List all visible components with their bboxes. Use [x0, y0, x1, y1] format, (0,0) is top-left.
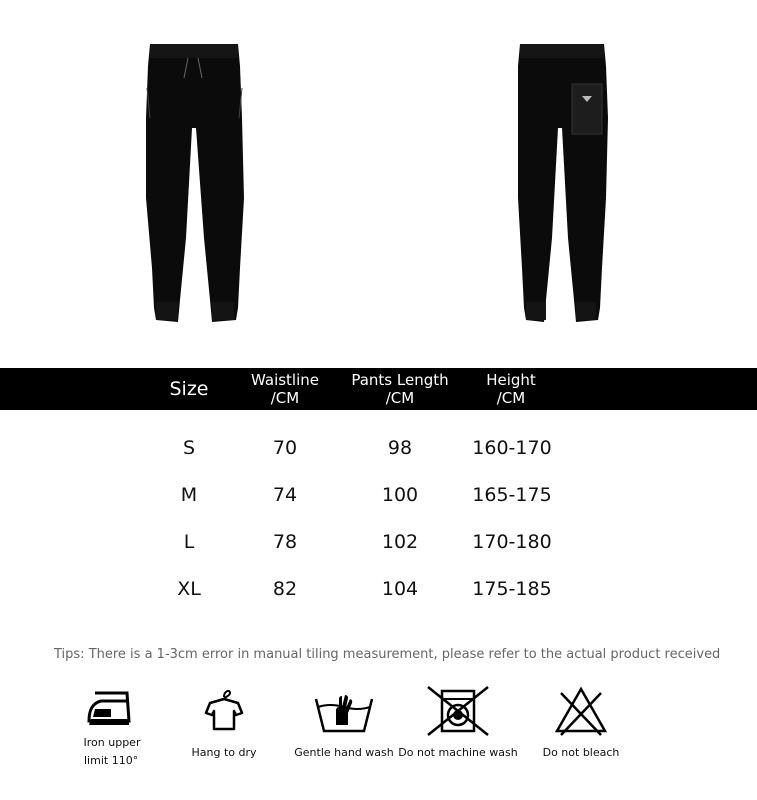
header-pants-length	[340, 371, 460, 407]
measurement-tips: Tips: There is a 1-3cm error in manual tiling measurement, please refer to the actual product received	[54, 647, 721, 662]
header-waistline-unit: /CM	[270, 389, 300, 407]
care-no-bleach	[536, 685, 626, 763]
size-table-header	[0, 368, 757, 410]
table-row	[0, 433, 757, 463]
table-row	[0, 527, 757, 557]
waistline-cell: 70	[272, 437, 298, 459]
height-cell: 175-185	[472, 578, 552, 600]
no-machine-wash-icon	[422, 685, 494, 739]
size-cell: M	[180, 484, 198, 506]
pants-back-image	[510, 38, 620, 328]
table-row	[0, 480, 757, 510]
header-height-unit: /CM	[496, 389, 526, 407]
header-waistline-label: Waistline	[251, 371, 319, 389]
care-hang-label: Hang to dry	[191, 746, 257, 759]
care-iron-label-2: limit 110°	[84, 754, 139, 767]
pants-length-cell: 98	[387, 437, 413, 459]
care-no-bleach-label: Do not bleach	[542, 746, 620, 759]
size-cell: L	[183, 531, 195, 553]
header-size	[147, 368, 231, 410]
care-iron-label-1: Iron upper	[83, 736, 141, 749]
care-hand-wash-label: Gentle hand wash	[294, 746, 394, 759]
header-waistline	[240, 371, 330, 407]
header-pants-length-unit: /CM	[385, 389, 415, 407]
pants-length-cell: 100	[381, 484, 419, 506]
header-height-label: Height	[486, 371, 536, 389]
waistline-cell: 82	[272, 578, 298, 600]
iron-icon	[81, 685, 143, 733]
waistline-cell: 74	[272, 484, 298, 506]
care-no-machine-wash	[398, 685, 518, 763]
care-hang	[188, 685, 260, 763]
header-height	[452, 371, 570, 407]
care-iron	[78, 685, 146, 771]
waistline-cell: 78	[272, 531, 298, 553]
size-cell: S	[182, 437, 196, 459]
care-hand-wash	[292, 685, 396, 763]
height-cell: 170-180	[472, 531, 552, 553]
pants-front-image	[140, 38, 250, 328]
header-size-label: Size	[169, 378, 209, 400]
no-bleach-icon	[553, 685, 609, 739]
height-cell: 160-170	[472, 437, 552, 459]
hanger-shirt-icon	[200, 685, 248, 737]
care-no-machine-wash-label: Do not machine wash	[398, 746, 518, 759]
pants-length-cell: 102	[381, 531, 419, 553]
size-cell: XL	[177, 578, 201, 600]
hand-wash-icon	[312, 685, 376, 739]
header-pants-length-label: Pants Length	[351, 371, 449, 389]
pants-length-cell: 104	[381, 578, 419, 600]
height-cell: 165-175	[472, 484, 552, 506]
table-row	[0, 574, 757, 604]
